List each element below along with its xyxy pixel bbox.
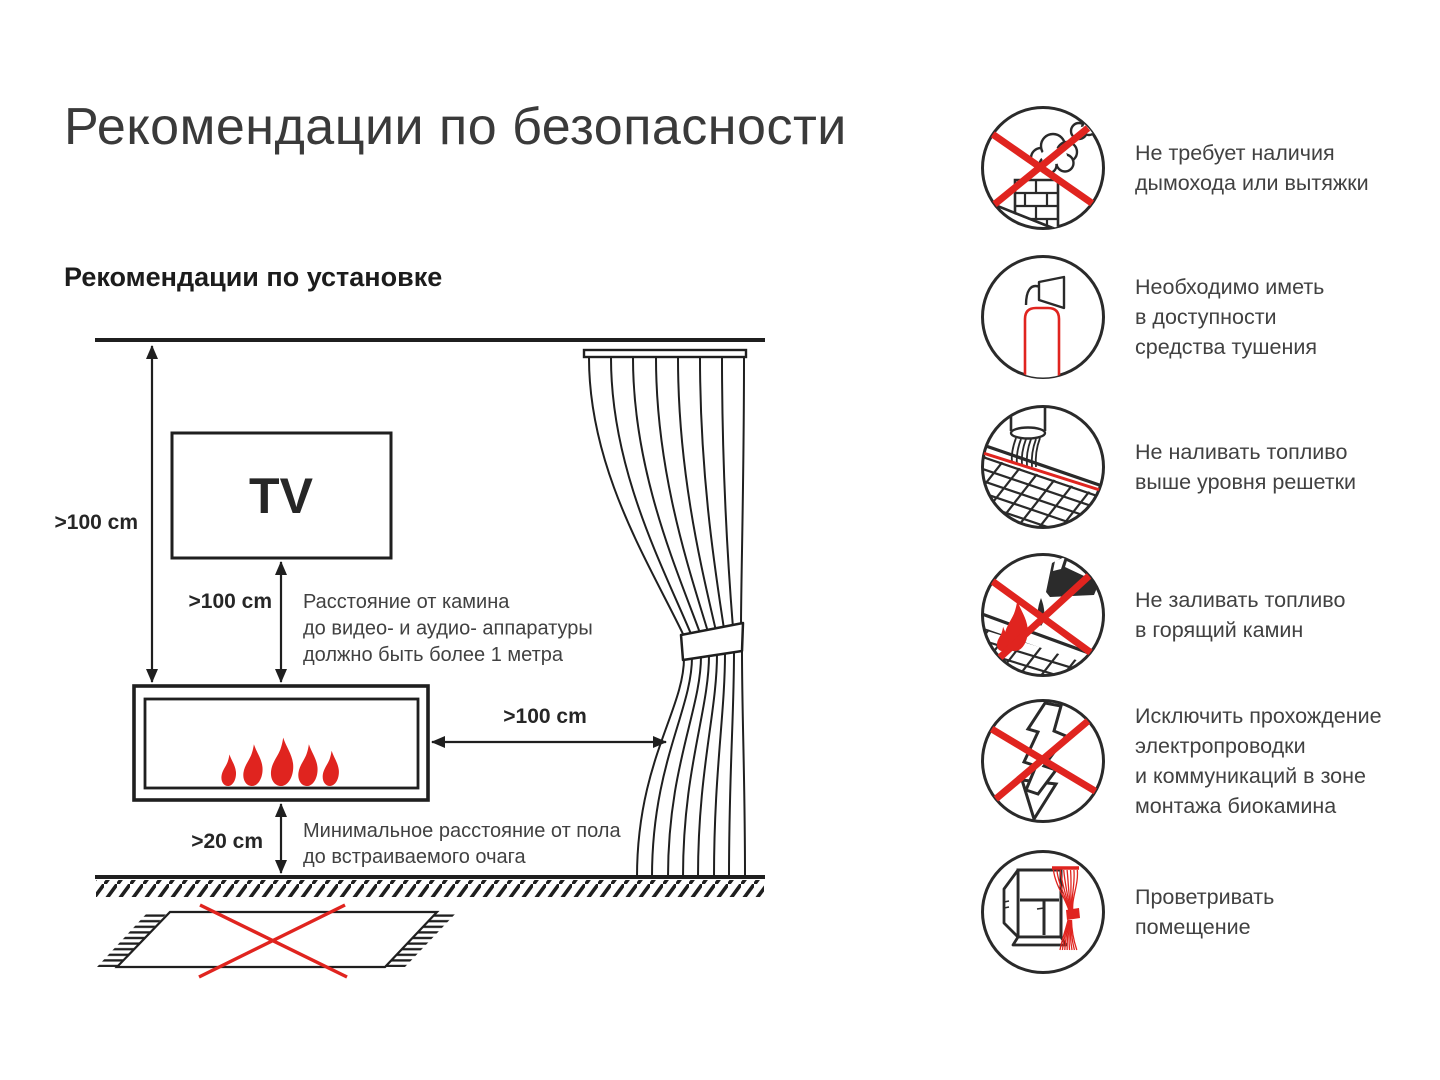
curtain-rod <box>584 350 746 357</box>
svg-text:Минимальное расстояние от пола: Минимальное расстояние от пола <box>303 820 621 842</box>
no-wiring-icon <box>978 696 1108 826</box>
safety-item-line: и коммуникаций в зоне <box>1135 764 1366 788</box>
side-clearance-label: >100 cm <box>503 705 587 728</box>
tv-clearance-label: >100 cm <box>188 590 272 613</box>
safety-item-line: выше уровня решетки <box>1135 470 1357 494</box>
no-chimney-icon <box>978 103 1108 233</box>
svg-text:должно быть более 1 метра: должно быть более 1 метра <box>303 644 563 666</box>
safety-item-extinguisher <box>978 252 1428 382</box>
safety-item-line: монтажа биокамина <box>1135 794 1337 818</box>
safety-item-line: электропроводки <box>1135 734 1306 758</box>
floor-distance-note <box>303 820 621 868</box>
safety-item-fuel-level <box>978 402 1428 532</box>
safety-item-line: в доступности <box>1135 305 1277 329</box>
safety-item-ventilate <box>978 847 1428 977</box>
safety-item-line: Необходимо иметь <box>1135 275 1325 299</box>
extinguisher-icon <box>978 252 1108 382</box>
safety-item-line: Не наливать топливо <box>1135 440 1348 464</box>
safety-item-line: Не заливать топливо <box>1135 588 1346 612</box>
safety-item-line: средства тушения <box>1135 335 1318 359</box>
floor-hatching <box>96 880 764 897</box>
ceiling-clearance-label: >100 cm <box>54 511 138 534</box>
fuel-level-icon <box>978 402 1108 532</box>
safety-item-line: Исключить прохождение <box>1135 704 1382 728</box>
safety-item-line: Проветривать <box>1135 885 1275 909</box>
safety-item-no-chimney <box>978 103 1428 233</box>
safety-item-no-refill <box>978 550 1428 680</box>
no-refill-burning-icon <box>978 550 1108 680</box>
safety-item-line: помещение <box>1135 915 1251 939</box>
safety-item-no-wiring <box>978 696 1428 826</box>
tv-distance-note <box>303 591 593 666</box>
curtain <box>589 358 745 877</box>
floor-clearance-label: >20 cm <box>191 830 263 853</box>
svg-text:Расстояние от камина: Расстояние от камина <box>303 591 510 613</box>
no-rug-icon <box>97 905 457 977</box>
ventilate-icon <box>978 847 1108 977</box>
tv-label: TV <box>249 468 313 524</box>
safety-item-line: дымохода или вытяжки <box>1135 171 1369 195</box>
safety-item-line: в горящий камин <box>1135 618 1304 642</box>
svg-text:до встраиваемого очага: до встраиваемого очага <box>303 846 526 868</box>
installation-diagram <box>0 320 800 1020</box>
page-title: Рекомендации по безопасности <box>64 98 847 156</box>
safety-item-line: Не требует наличия <box>1135 141 1335 165</box>
section-subtitle: Рекомендации по установке <box>64 262 443 292</box>
svg-text:до видео- и аудио- аппаратуры: до видео- и аудио- аппаратуры <box>303 617 593 640</box>
